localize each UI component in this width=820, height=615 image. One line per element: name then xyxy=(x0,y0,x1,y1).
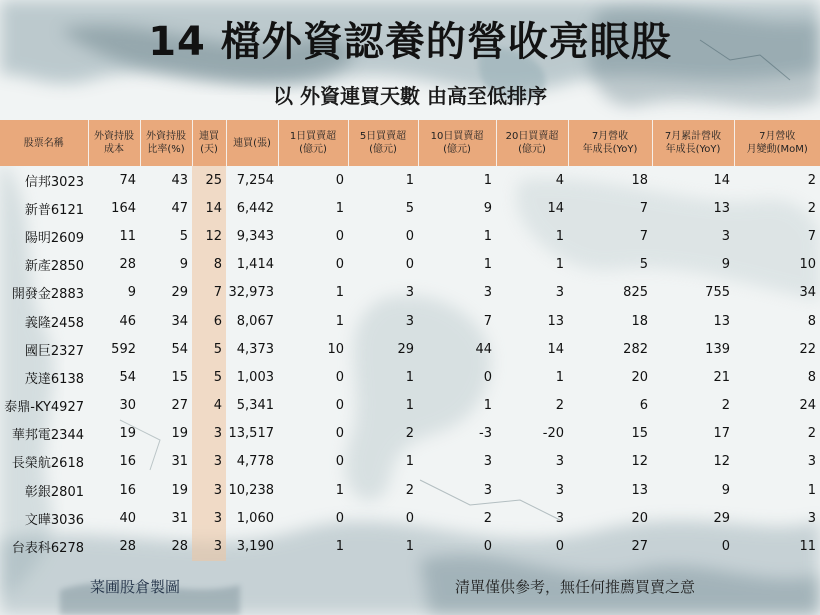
cell-foreign-cost: 16 xyxy=(119,482,136,498)
stock-table xyxy=(0,120,820,561)
cell-buy-days: 8 xyxy=(192,251,226,279)
table-row xyxy=(0,363,820,391)
cell-net-10d: 3 xyxy=(483,454,492,470)
cell-jul-mom: 10 xyxy=(799,257,816,273)
cell-net-5d: 1 xyxy=(405,369,414,385)
cell-buy-lots: 3,190 xyxy=(236,539,274,555)
cell-jul-yoy: 18 xyxy=(631,313,648,329)
cell-buy-days: 6 xyxy=(192,307,226,335)
cell-stock-name: 國巨2327 xyxy=(24,343,84,359)
cell-jul-yoy: 27 xyxy=(631,539,648,555)
cell-net-20d: -20 xyxy=(542,426,564,442)
cell-jul-cum-yoy: 12 xyxy=(713,454,730,470)
cell-stock-name: 茂達6138 xyxy=(24,371,84,387)
disclaimer-text: 清單僅供參考，無任何推薦買賣之意 xyxy=(455,578,696,596)
cell-foreign-cost: 28 xyxy=(119,257,136,273)
cell-stock-name: 新產2850 xyxy=(24,259,84,275)
table-row xyxy=(0,392,820,420)
cell-net-20d: 13 xyxy=(547,313,564,329)
cell-net-1d: 0 xyxy=(335,228,344,244)
col-header-jul-cum-yoy: 7月累計營收 年成長(YoY) xyxy=(652,120,734,166)
cell-foreign-cost: 19 xyxy=(119,426,136,442)
cell-net-5d: 29 xyxy=(397,341,414,357)
cell-foreign-ratio: 31 xyxy=(171,454,188,470)
cell-buy-lots: 8,067 xyxy=(236,313,274,329)
cell-foreign-ratio: 5 xyxy=(179,228,188,244)
cell-net-20d: 3 xyxy=(555,482,564,498)
cell-foreign-cost: 54 xyxy=(119,369,136,385)
table-row xyxy=(0,222,820,250)
cell-jul-mom: 2 xyxy=(807,200,816,216)
cell-net-5d: 1 xyxy=(405,539,414,555)
cell-foreign-ratio: 19 xyxy=(171,482,188,498)
cell-net-20d: 1 xyxy=(555,369,564,385)
cell-net-5d: 0 xyxy=(405,510,414,526)
cell-stock-name: 彰銀2801 xyxy=(24,484,84,500)
cell-jul-mom: 2 xyxy=(807,426,816,442)
cell-net-20d: 0 xyxy=(555,539,564,555)
cell-buy-lots: 4,373 xyxy=(236,341,274,357)
cell-jul-cum-yoy: 17 xyxy=(713,426,730,442)
cell-jul-mom: 8 xyxy=(807,313,816,329)
cell-foreign-ratio: 43 xyxy=(171,172,188,188)
cell-net-1d: 1 xyxy=(335,285,344,301)
cell-net-1d: 0 xyxy=(335,426,344,442)
cell-net-5d: 0 xyxy=(405,257,414,273)
cell-jul-cum-yoy: 139 xyxy=(705,341,730,357)
cell-net-10d: 7 xyxy=(483,313,492,329)
cell-net-1d: 0 xyxy=(335,369,344,385)
cell-net-10d: 1 xyxy=(483,257,492,273)
table-row xyxy=(0,420,820,448)
col-header-jul-yoy: 7月營收 年成長(YoY) xyxy=(568,120,652,166)
cell-buy-days: 12 xyxy=(192,222,226,250)
cell-buy-days: 5 xyxy=(192,335,226,363)
page-title: 14 檔外資認養的營收亮眼股 xyxy=(148,19,672,65)
cell-jul-cum-yoy: 2 xyxy=(721,398,730,414)
cell-jul-cum-yoy: 29 xyxy=(713,510,730,526)
cell-net-1d: 1 xyxy=(335,539,344,555)
cell-stock-name: 開發金2883 xyxy=(11,287,84,303)
cell-buy-lots: 6,442 xyxy=(236,200,274,216)
cell-jul-cum-yoy: 0 xyxy=(721,539,730,555)
cell-net-1d: 1 xyxy=(335,482,344,498)
cell-foreign-ratio: 54 xyxy=(171,341,188,357)
cell-stock-name: 義隆2458 xyxy=(24,315,84,331)
cell-buy-lots: 4,778 xyxy=(236,454,274,470)
cell-net-1d: 10 xyxy=(327,341,344,357)
cell-net-5d: 3 xyxy=(405,313,414,329)
cell-net-10d: 3 xyxy=(483,482,492,498)
cell-foreign-cost: 28 xyxy=(119,539,136,555)
cell-net-10d: 3 xyxy=(483,285,492,301)
cell-net-20d: 3 xyxy=(555,510,564,526)
cell-net-20d: 14 xyxy=(547,341,564,357)
cell-foreign-cost: 9 xyxy=(127,285,136,301)
cell-buy-days: 7 xyxy=(192,279,226,307)
table-row xyxy=(0,448,820,476)
col-header-buy-days: 連買 (天) xyxy=(192,120,226,166)
table-row xyxy=(0,335,820,363)
cell-foreign-ratio: 27 xyxy=(171,398,188,414)
col-header-5d-net: 5日買賣超 (億元) xyxy=(348,120,418,166)
cell-net-10d: 1 xyxy=(483,172,492,188)
cell-net-1d: 0 xyxy=(335,257,344,273)
table-row xyxy=(0,307,820,335)
col-header-1d-net: 1日買賣超 (億元) xyxy=(278,120,348,166)
credit-text: 菜圃股倉製圖 xyxy=(90,578,181,596)
cell-net-5d: 1 xyxy=(405,172,414,188)
cell-buy-days: 3 xyxy=(192,532,226,560)
table-row xyxy=(0,166,820,194)
cell-stock-name: 陽明2609 xyxy=(24,230,84,246)
cell-net-20d: 14 xyxy=(547,200,564,216)
cell-jul-cum-yoy: 21 xyxy=(713,369,730,385)
cell-jul-yoy: 825 xyxy=(623,285,648,301)
cell-jul-mom: 2 xyxy=(807,172,816,188)
cell-foreign-cost: 16 xyxy=(119,454,136,470)
cell-buy-lots: 9,343 xyxy=(236,228,274,244)
cell-buy-lots: 7,254 xyxy=(236,172,274,188)
cell-buy-days: 3 xyxy=(192,448,226,476)
cell-jul-cum-yoy: 755 xyxy=(705,285,730,301)
cell-stock-name: 華邦電2344 xyxy=(11,428,84,444)
cell-buy-lots: 32,973 xyxy=(228,285,274,301)
cell-buy-lots: 5,341 xyxy=(236,398,274,414)
cell-jul-mom: 7 xyxy=(807,228,816,244)
col-header-10d-net: 10日買賣超 (億元) xyxy=(418,120,496,166)
cell-jul-yoy: 13 xyxy=(631,482,648,498)
col-header-jul-mom: 7月營收 月變動(MoM) xyxy=(734,120,820,166)
cell-foreign-ratio: 19 xyxy=(171,426,188,442)
cell-foreign-ratio: 9 xyxy=(179,257,188,273)
cell-foreign-ratio: 15 xyxy=(171,369,188,385)
cell-net-5d: 1 xyxy=(405,454,414,470)
table-header-row xyxy=(0,120,820,166)
cell-net-20d: 3 xyxy=(555,285,564,301)
cell-net-20d: 4 xyxy=(555,172,564,188)
cell-jul-yoy: 282 xyxy=(623,341,648,357)
cell-jul-yoy: 6 xyxy=(639,398,648,414)
table-row xyxy=(0,194,820,222)
cell-net-5d: 2 xyxy=(405,482,414,498)
cell-buy-lots: 1,414 xyxy=(236,257,274,273)
cell-net-10d: 1 xyxy=(483,398,492,414)
cell-jul-cum-yoy: 13 xyxy=(713,200,730,216)
cell-jul-cum-yoy: 3 xyxy=(721,228,730,244)
cell-jul-yoy: 20 xyxy=(631,510,648,526)
cell-net-5d: 3 xyxy=(405,285,414,301)
cell-net-20d: 2 xyxy=(555,398,564,414)
cell-net-20d: 1 xyxy=(555,228,564,244)
cell-net-10d: -3 xyxy=(479,426,492,442)
cell-jul-mom: 3 xyxy=(807,454,816,470)
cell-foreign-ratio: 47 xyxy=(171,200,188,216)
cell-net-1d: 0 xyxy=(335,454,344,470)
col-header-stock-name: 股票名稱 xyxy=(0,120,88,166)
cell-jul-mom: 1 xyxy=(807,482,816,498)
cell-jul-yoy: 15 xyxy=(631,426,648,442)
cell-net-10d: 2 xyxy=(483,510,492,526)
cell-foreign-ratio: 29 xyxy=(171,285,188,301)
cell-buy-lots: 10,238 xyxy=(228,482,274,498)
cell-net-10d: 0 xyxy=(483,539,492,555)
col-header-20d-net: 20日買賣超 (億元) xyxy=(496,120,568,166)
cell-stock-name: 文曄3036 xyxy=(24,512,84,528)
cell-net-10d: 1 xyxy=(483,228,492,244)
cell-jul-yoy: 20 xyxy=(631,369,648,385)
cell-foreign-cost: 74 xyxy=(119,172,136,188)
col-header-foreign-cost: 外資持股 成本 xyxy=(88,120,140,166)
cell-foreign-cost: 40 xyxy=(119,510,136,526)
col-header-foreign-ratio: 外資持股 比率(%) xyxy=(140,120,192,166)
cell-stock-name: 信邦3023 xyxy=(24,174,84,190)
cell-foreign-cost: 164 xyxy=(111,200,136,216)
cell-buy-lots: 13,517 xyxy=(228,426,274,442)
cell-buy-days: 3 xyxy=(192,476,226,504)
cell-stock-name: 長榮航2618 xyxy=(11,456,84,472)
table-row xyxy=(0,532,820,560)
cell-jul-mom: 34 xyxy=(799,285,816,301)
cell-stock-name: 新普6121 xyxy=(24,202,84,218)
cell-net-20d: 1 xyxy=(555,257,564,273)
cell-foreign-cost: 30 xyxy=(119,398,136,414)
cell-jul-cum-yoy: 9 xyxy=(721,482,730,498)
cell-net-1d: 1 xyxy=(335,313,344,329)
cell-foreign-cost: 592 xyxy=(111,341,136,357)
table-row xyxy=(0,279,820,307)
cell-jul-cum-yoy: 13 xyxy=(713,313,730,329)
cell-net-10d: 44 xyxy=(475,341,492,357)
cell-buy-days: 5 xyxy=(192,363,226,391)
cell-foreign-cost: 11 xyxy=(119,228,136,244)
cell-jul-mom: 3 xyxy=(807,510,816,526)
cell-jul-cum-yoy: 14 xyxy=(713,172,730,188)
table-row xyxy=(0,476,820,504)
cell-jul-cum-yoy: 9 xyxy=(721,257,730,273)
col-header-buy-lots: 連買(張) xyxy=(226,120,278,166)
cell-net-5d: 5 xyxy=(405,200,414,216)
table-body xyxy=(0,166,820,561)
table-row xyxy=(0,251,820,279)
cell-net-1d: 0 xyxy=(335,172,344,188)
cell-jul-mom: 8 xyxy=(807,369,816,385)
cell-buy-days: 25 xyxy=(192,166,226,194)
cell-jul-yoy: 5 xyxy=(639,257,648,273)
cell-jul-yoy: 7 xyxy=(639,200,648,216)
cell-jul-yoy: 18 xyxy=(631,172,648,188)
cell-net-10d: 0 xyxy=(483,369,492,385)
cell-net-10d: 9 xyxy=(483,200,492,216)
cell-buy-lots: 1,060 xyxy=(236,510,274,526)
cell-buy-lots: 1,003 xyxy=(236,369,274,385)
cell-buy-days: 3 xyxy=(192,420,226,448)
cell-net-5d: 0 xyxy=(405,228,414,244)
cell-net-5d: 1 xyxy=(405,398,414,414)
cell-net-20d: 3 xyxy=(555,454,564,470)
cell-jul-mom: 22 xyxy=(799,341,816,357)
cell-foreign-cost: 46 xyxy=(119,313,136,329)
cell-jul-mom: 11 xyxy=(799,539,816,555)
cell-net-1d: 1 xyxy=(335,200,344,216)
table-row xyxy=(0,504,820,532)
cell-jul-yoy: 12 xyxy=(631,454,648,470)
cell-net-5d: 2 xyxy=(405,426,414,442)
cell-net-1d: 0 xyxy=(335,510,344,526)
cell-buy-days: 3 xyxy=(192,504,226,532)
cell-stock-name: 台表科6278 xyxy=(11,541,84,557)
cell-foreign-ratio: 34 xyxy=(171,313,188,329)
cell-buy-days: 4 xyxy=(192,392,226,420)
cell-net-1d: 0 xyxy=(335,398,344,414)
cell-jul-yoy: 7 xyxy=(639,228,648,244)
sort-subtitle: 以 外資連買天數 由高至低排序 xyxy=(273,84,547,108)
cell-foreign-ratio: 28 xyxy=(171,539,188,555)
cell-foreign-ratio: 31 xyxy=(171,510,188,526)
cell-stock-name: 泰鼎-KY4927 xyxy=(4,400,84,416)
cell-jul-mom: 24 xyxy=(799,398,816,414)
cell-buy-days: 14 xyxy=(192,194,226,222)
